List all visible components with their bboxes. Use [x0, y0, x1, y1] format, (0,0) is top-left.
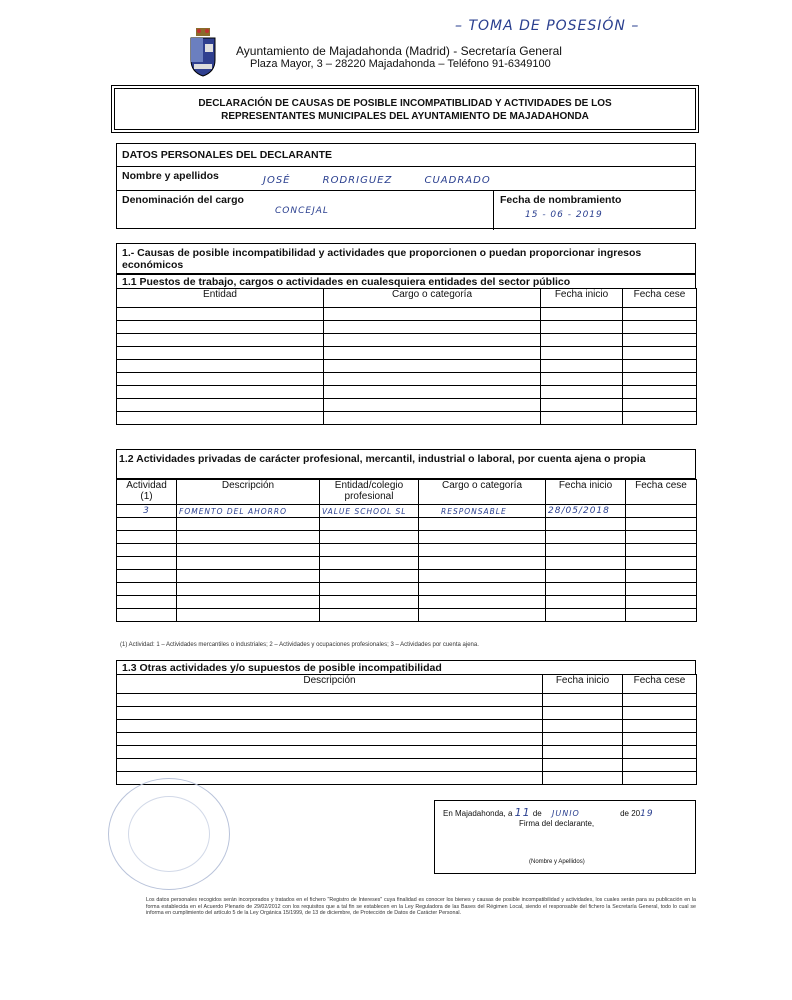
name-value: JOSÉ RODRIGUEZ CUADRADO [263, 175, 491, 186]
signature-day: 11 [514, 806, 531, 819]
table-row [117, 570, 697, 583]
col-fecha-inicio: Fecha inicio [543, 675, 623, 694]
table-row [117, 321, 697, 334]
col-fecha-cese: Fecha cese [623, 289, 697, 308]
col-descripcion: Descripción [177, 480, 320, 505]
col-cargo: Cargo o categoría [324, 289, 541, 308]
seal-stamp-inner [128, 796, 210, 872]
header-line-2: Plaza Mayor, 3 – 28220 Majadahonda – Teléfono 91-6349100 [250, 58, 551, 70]
table-row [117, 399, 697, 412]
cargo-value: CONCEJAL [275, 206, 329, 216]
table-row [117, 733, 697, 746]
sub13-table [116, 674, 697, 785]
col-fecha-inicio: Fecha inicio [541, 289, 623, 308]
table-row [117, 772, 697, 785]
cell-fecha-inicio: 28/05/2018 [546, 505, 626, 518]
table-row [117, 386, 697, 399]
sub11-table [116, 288, 697, 425]
table-row [117, 583, 697, 596]
sub12-table [116, 479, 697, 622]
col-fecha-cese: Fecha cese [626, 480, 697, 505]
table-row [117, 707, 697, 720]
signature-nombre-label: (Nombre y Apellidos) [529, 859, 585, 865]
col-cargo-categoria: Cargo o categoría [419, 480, 546, 505]
coat-of-arms-icon [188, 26, 218, 78]
table-row [117, 759, 697, 772]
signature-year: 19 [640, 809, 654, 819]
table-row [117, 505, 697, 518]
col-descripcion: Descripción [117, 675, 543, 694]
cell-actividad: 3 [117, 505, 177, 518]
fecha-nombramiento-value: 15 - 06 - 2019 [525, 210, 603, 220]
sub13-heading-box [116, 660, 696, 675]
name-label: Nombre y apellidos [122, 170, 219, 182]
sub11-heading: 1.1 Puestos de trabajo, cargos o actividades en cualesquiera entidades del sector público [122, 276, 571, 288]
col-entidad: Entidad [117, 289, 324, 308]
signature-month: JUNIO [552, 809, 580, 818]
table-row [117, 720, 697, 733]
handwritten-note: – TOMA DE POSESIÓN – [455, 18, 640, 34]
col-entidad-colegio: Entidad/colegio profesional [320, 480, 419, 505]
table-row [117, 308, 697, 321]
title-line-1: DECLARACIÓN DE CAUSAS DE POSIBLE INCOMPATIBLIDAD Y ACTIVIDADES DE LOS [198, 98, 612, 109]
table-row [117, 596, 697, 609]
table-row [117, 609, 697, 622]
cell-fecha-cese [626, 505, 697, 518]
signature-firma-label: Firma del declarante, [519, 819, 595, 828]
title-box [114, 88, 696, 130]
sub12-heading-box [116, 449, 696, 479]
table-row [117, 544, 697, 557]
sub12-heading: 1.2 Actividades privadas de carácter profesional, mercantil, industrial o laboral, por cuenta ajena o propia [119, 453, 646, 465]
col-fecha-inicio: Fecha inicio [546, 480, 626, 505]
title-line-2: REPRESENTANTES MUNICIPALES DEL AYUNTAMIENTO DE MAJADAHONDA [221, 111, 589, 122]
signature-de: de [532, 809, 542, 818]
personal-heading: DATOS PERSONALES DEL DECLARANTE [122, 149, 333, 161]
personal-data-section [116, 143, 696, 229]
signature-box [434, 800, 696, 874]
fecha-nombramiento-label: Fecha de nombramiento [500, 194, 622, 206]
table-row [117, 518, 697, 531]
table-row [117, 557, 697, 570]
signature-place: En Majadahonda, a [443, 809, 513, 818]
sub13-heading: 1.3 Otras actividades y/o supuestos de posible incompatibilidad [122, 662, 442, 674]
table-row [117, 746, 697, 759]
table-row [117, 360, 697, 373]
col-actividad: Actividad (1) [117, 480, 177, 505]
signature-de-20: de 20 [620, 809, 641, 818]
cell-cargo: RESPONSABLE [419, 505, 546, 518]
activity-footnote: (1) Actividad: 1 – Actividades mercantiles o industriales; 2 – Actividades y ocupaciones profesionales; 3 – Actividades por cuenta ajena. [120, 642, 479, 648]
section1-heading-box [116, 243, 696, 274]
table-row [117, 531, 697, 544]
table-row [117, 694, 697, 707]
cell-descripcion: FOMENTO DEL AHORRO [177, 505, 320, 518]
legal-notice: Los datos personales recogidos serán incorporados y tratados en el fichero "Registro de Intereses" cuya finalidad es conocer los bienes y causas de posible incompatibilidad y actividades, los cuales serán para su publicación en la forma establecida en el Acuerdo Plenario de 29/02/2012 con los requisitos que a tal fin se establecen en la Ley Reguladora de las Bases del Régimen Local, siendo el responsable del fichero la Secretaría General, todo lo cual se informa en cumplimiento del artículo 5 de la Ley Orgánica 15/1999, de 13 de diciembre, de Protección de Datos de Carácter Personal. [146, 897, 696, 917]
table-row [117, 412, 697, 425]
header-line-1: Ayuntamiento de Majadahonda (Madrid) - Secretaría General [236, 44, 562, 58]
sub11-heading-box [116, 274, 696, 289]
table-row [117, 334, 697, 347]
cell-entidad: VALUE SCHOOL SL [320, 505, 419, 518]
table-row [117, 347, 697, 360]
section1-heading: 1.- Causas de posible incompatibilidad y actividades que proporcionen o puedan proporcionar ingresos económicos [122, 247, 642, 271]
cargo-label: Denominación del cargo [122, 194, 244, 206]
col-fecha-cese: Fecha cese [623, 675, 697, 694]
table-row [117, 373, 697, 386]
